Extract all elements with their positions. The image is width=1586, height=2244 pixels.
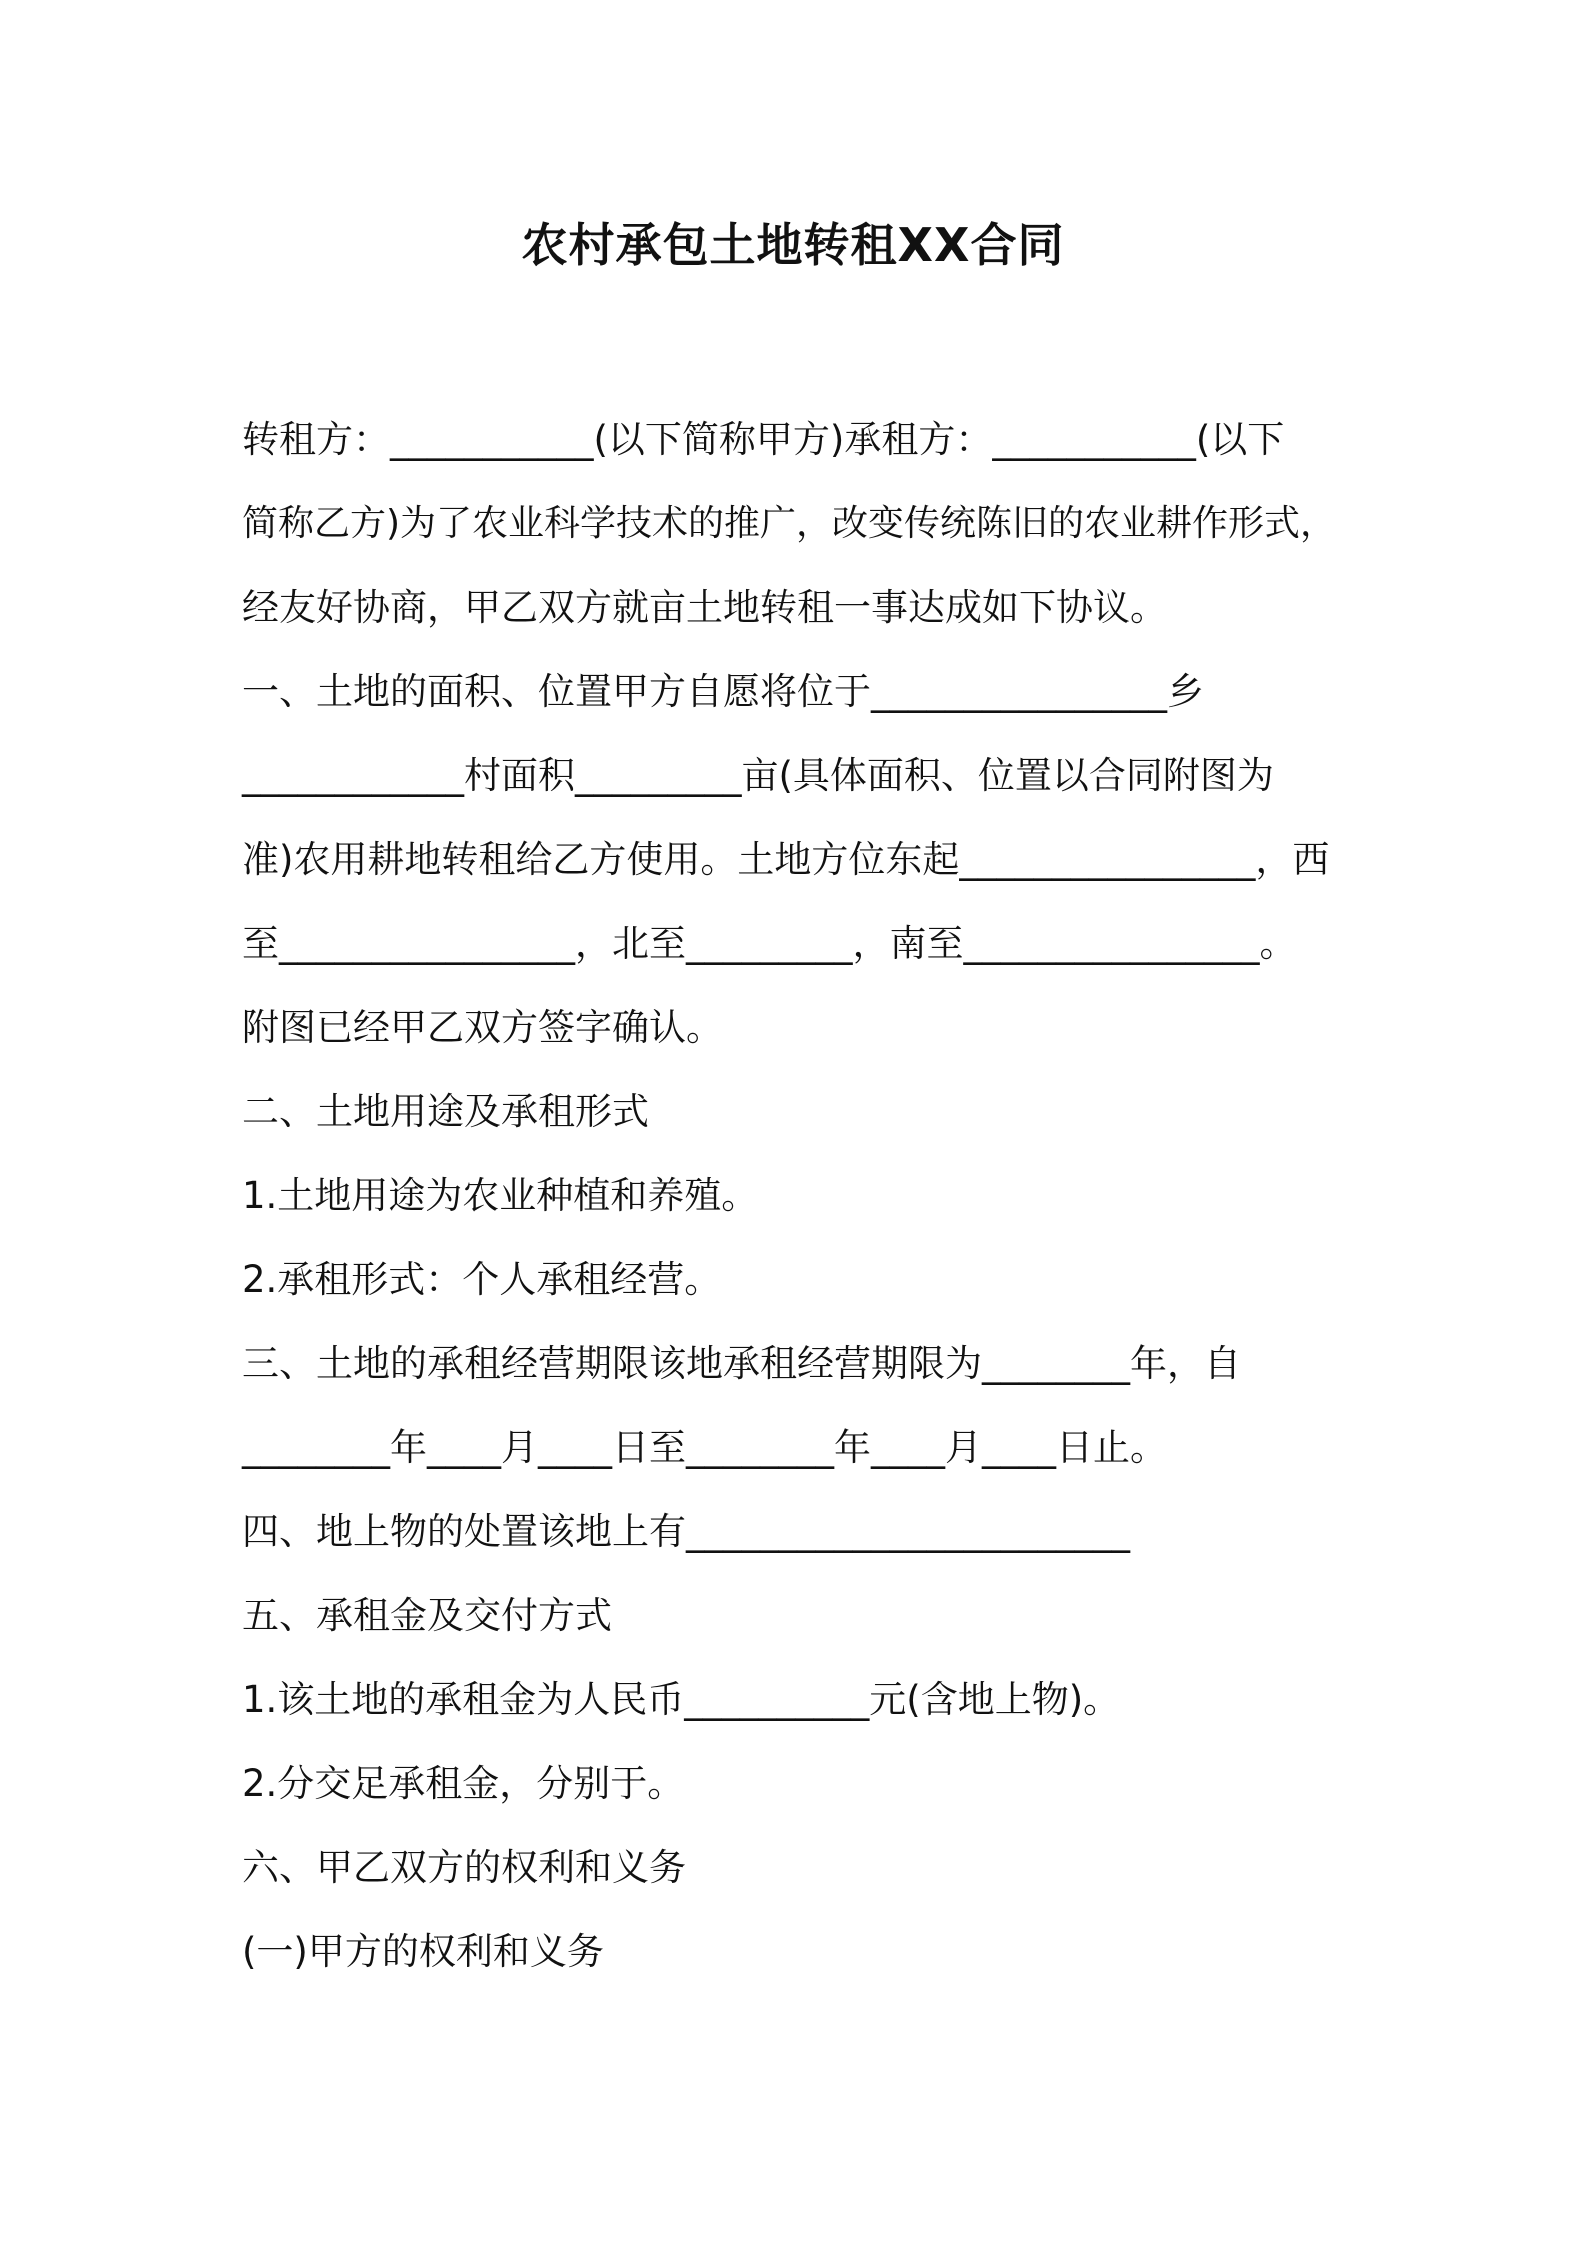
section-heading: 五、承租金及交付方式 [242, 1594, 612, 1637]
clause-item: 1.该土地的承租金为人民币__________元(含地上物)。 [242, 1678, 1121, 1721]
document-title: 农村承包土地转租XX合同 [521, 218, 1065, 272]
paragraph-line: 简称乙方)为了农业科学技术的推广，改变传统陈旧的农业耕作形式， [242, 503, 1337, 544]
clause-item: 2.承租形式：个人承租经营。 [242, 1258, 722, 1301]
section-heading-line: 一、土地的面积、位置甲方自愿将位于________________乡 [242, 670, 1204, 713]
paragraph-line: 经友好协商，甲乙双方就亩土地转租一事达成如下协议。 [242, 586, 1167, 629]
section-heading-line: 四、地上物的处置该地上有________________________ [242, 1510, 1130, 1553]
section-heading: 六、甲乙双方的权利和义务 [242, 1846, 686, 1889]
paragraph-line: 准)农用耕地转租给乙方使用。土地方位东起________________，西 [242, 838, 1330, 881]
section-heading-line: 三、土地的承租经营期限该地承租经营期限为________年，自 [242, 1342, 1241, 1385]
paragraph-line: ________年____月____日至________年____月____日止。 [242, 1426, 1167, 1469]
clause-item: 2.分交足承租金，分别于。 [242, 1762, 685, 1805]
paragraph-line: 转租方：___________(以下简称甲方)承租方：___________(以下 [242, 418, 1285, 461]
document-body [242, 398, 1362, 1994]
subsection-heading: (一)甲方的权利和义务 [242, 1930, 604, 1973]
clause-item: 1.土地用途为农业种植和养殖。 [242, 1174, 759, 1217]
paragraph-line: 至________________，北至_________，南至________________。 [242, 922, 1297, 965]
section-heading: 二、土地用途及承租形式 [242, 1090, 649, 1133]
paragraph-line: ____________村面积_________亩(具体面积、位置以合同附图为 [242, 754, 1274, 797]
paragraph-line: 附图已经甲乙双方签字确认。 [242, 1006, 723, 1049]
